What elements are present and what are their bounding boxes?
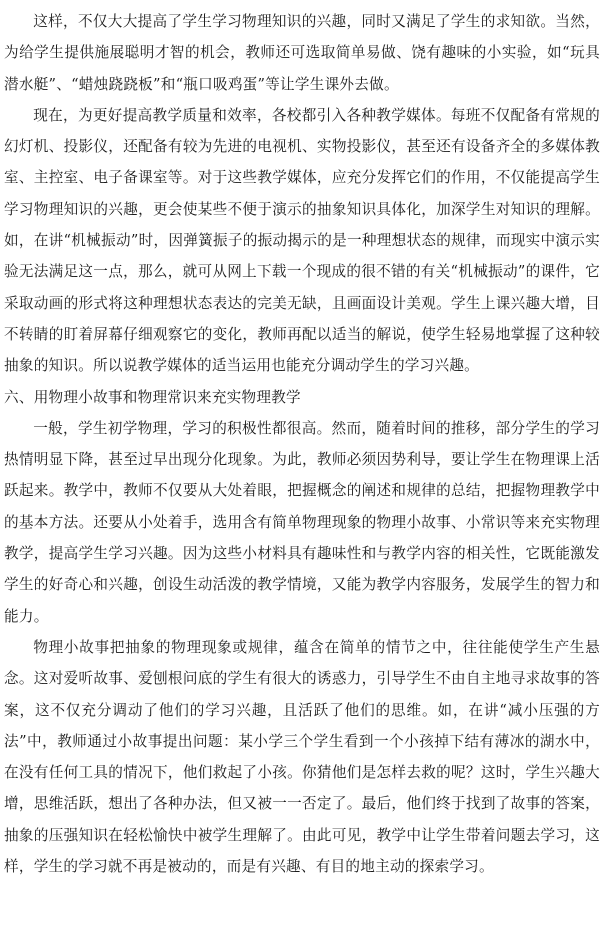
paragraph-intro-experiments: 这样，不仅大大提高了学生学习物理知识的兴趣，同时又满足了学生的求知欲。当然，为给学生提供施展聪明才智的机会，教师还可选取简单易做、饶有趣味的小实验，如“玩具潜水艇”、“蜡烛跷跷板”和“瓶口吸鸡蛋”等让学生课外去做。: [4, 13, 600, 93]
section-heading-six: 六、用物理小故事和物理常识来充实物理教学: [4, 388, 301, 406]
paragraph-learning-interest: 一般，学生初学物理，学习的积极性都很高。然而，随着时间的推移，部分学生的学习热情明显下降，甚至过早出现分化现象。为此，教师必须因势利导，要让学生在物理课上活跃起来。教学中，教师不仅要从大处着眼，把握概念的阐述和规律的总结，把握物理教学中的基本方法。还要从小处着手，选用含有简单物理现象的物理小故事、小常识等来充实物理教学，提高学生学习兴趣。因为这些小材料具有趣味性和与教学内容的相关性，它既能激发学生的好奇心和兴趣，创设生动活泼的教学情境，又能为教学内容服务，发展学生的智力和能力。: [4, 419, 600, 625]
paragraph-teaching-media: 现在，为更好提高教学质量和效率，各校都引入各种教学媒体。每班不仅配备有常规的幻灯机、投影仪，还配备有较为先进的电视机、实物投影仪，甚至还有设备齐全的多媒体教室、主控室、电子备课室等。对于这些教学媒体，应充分发挥它们的作用，不仅能提高学生学习物理知识的兴趣，更会使某些不便于演示的抽象知识具体化，加深学生对知识的理解。如，在讲“机械振动”时，因弹簧振子的振动揭示的是一种理想状态的规律，而现实中演示实验无法满足这一点，那么，就可从网上下载一个现成的很不错的有关“机械振动”的课件，它采取动画的形式将这种理想状态表达的完美无缺，且画面设计美观。学生上课兴趣大增，目不转睛的盯着屏幕仔细观察它的变化，教师再配以适当的解说，使学生轻易地掌握了这种较抽象的知识。所以说教学媒体的适当运用也能充分调动学生的学习兴趣。: [4, 106, 600, 375]
paragraph-physics-stories: 物理小故事把抽象的物理现象或规律，蕴含在简单的情节之中，往往能使学生产生悬念。这对爱听故事、爱刨根问底的学生有很大的诱惑力，引导学生不由自主地寻求故事的答案，这不仅充分调动了他们的学习兴趣，且活跃了他们的思维。如，在讲“减小压强的方法”中，教师通过小故事提出问题：某小学三个学生看到一个小孩掉下结有薄冰的湖水中，在没有任何工具的情况下，他们救起了小孩。你猜他们是怎样去救的呢？这时，学生兴趣大增，思维活跃，想出了各种办法，但又被一一否定了。最后，他们终于找到了故事的答案，抽象的压强知识在轻松愉快中被学生理解了。由此可见，教学中让学生带着问题去学习，这样，学生的学习就不再是被动的，而是有兴趣、有目的地主动的探索学习。: [4, 638, 600, 876]
